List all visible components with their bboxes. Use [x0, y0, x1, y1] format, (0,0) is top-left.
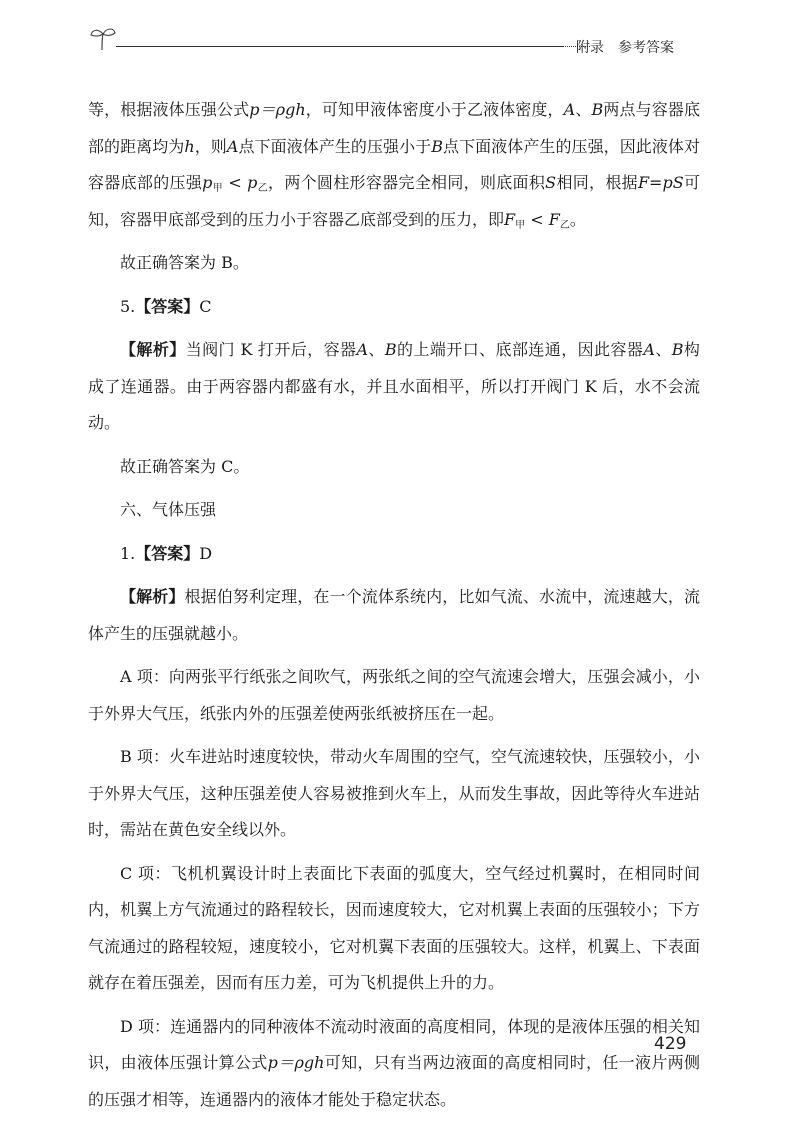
text: 可知，容器甲底部受到的压力小于容器乙底部受到的压力，即	[88, 173, 700, 229]
text: 、	[575, 100, 592, 119]
analysis-tag: 【解析】	[120, 587, 185, 606]
answer-value: D	[199, 543, 213, 563]
subscript: 甲	[212, 183, 223, 194]
text: 两点与容器底部的距离均为	[88, 100, 700, 156]
option-c: C 项：飞机机翼设计时上表面比下表面的弧度大，空气经过机翼时，在相同时间内，机翼上方气流通过的路程较长，因而速度较大，它对机翼上表面的压强较小；下方气流通过的路程较短，速度较小，它对机翼下表面的压强较大。这样，机翼上、下表面就存在着压强差，因而有压力差，可为飞机提供上升的力。	[88, 863, 700, 992]
page-body	[88, 92, 700, 1118]
var: F	[548, 209, 560, 229]
text: 根据伯努利定理，在一个流体系统内，比如气流、水流中，流速越大，流体产生的压强就越小。	[88, 587, 700, 643]
text: D 项：连通器内的同种液体不流动时液面的高度相同，体现的是液体压强的相关知识，由液体压强计算公式	[88, 1016, 700, 1072]
question-number: 1.	[120, 543, 136, 563]
text: 相同，根据	[556, 173, 638, 192]
var: B	[431, 136, 443, 156]
var: A	[563, 100, 576, 119]
text: ，两个圆柱形容器完全相同，则底面积	[268, 173, 546, 192]
text: ，则	[194, 136, 227, 156]
var: B	[591, 100, 604, 119]
text: 点下面液体产生的压强，因此液体对容器底部的压强	[88, 136, 700, 192]
question-1-answer	[88, 536, 700, 573]
header-rule	[116, 46, 562, 47]
header-section: 附录	[576, 40, 604, 56]
answer-value: C	[199, 296, 212, 316]
subscript: 乙	[559, 219, 570, 231]
subscript: 甲	[515, 219, 526, 231]
formula: p＝ρgh	[249, 100, 306, 119]
header-title	[576, 37, 674, 57]
text: 当阀门 K 打开后，容器	[185, 340, 357, 359]
answer-line-4: 故正确答案为 B。	[120, 253, 249, 272]
paragraph-liquid-pressure	[88, 92, 700, 238]
sprout-icon	[88, 24, 118, 52]
text: ，可知甲液体密度小于乙液体密度，	[305, 100, 564, 119]
var: A	[226, 136, 239, 156]
text: <	[525, 209, 549, 229]
var: S	[545, 173, 557, 192]
option-d	[88, 1009, 700, 1119]
formula: F=pS	[637, 173, 684, 192]
page-number: 429	[654, 1034, 687, 1054]
text: 可知，只有当两边液面的高度相同时，任一液片两侧的压强才相等，连通器内的液体才能处于稳定状态。	[88, 1053, 700, 1109]
formula: p＝ρgh	[267, 1053, 325, 1072]
text: 、	[654, 340, 672, 359]
var: A	[356, 340, 368, 359]
var: B	[384, 340, 397, 359]
page-header	[88, 22, 700, 62]
var: B	[671, 340, 684, 359]
question-5-answer	[88, 289, 700, 326]
subscript: 乙	[257, 183, 269, 194]
text: 点下面液体产生的压强小于	[238, 136, 432, 156]
question-number: 5.	[120, 296, 136, 316]
text: 。	[569, 209, 586, 229]
text: <	[222, 173, 248, 192]
var: F	[504, 209, 516, 229]
option-b: B 项：火车进站时速度较快，带动火车周围的空气，空气流速较快，压强较小，小于外界大气压，这种压强差使人容易被推到火车上，从而发生事故，因此等待火车进站时，需站在黄色安全线以外。	[88, 747, 700, 839]
analysis-tag: 【解析】	[120, 340, 186, 359]
option-a: A 项：向两张平行纸张之间吹气，两张纸之间的空气流速会增大，压强会减小，小于外界大气压，纸张内外的压强差使两张纸被挤压在一起。	[88, 667, 700, 723]
answer-tag: 【答案】	[135, 296, 200, 316]
section-heading-gas-pressure: 六、气体压强	[120, 500, 217, 519]
text: 等，根据液体压强公式	[88, 100, 250, 119]
text: 的上端开口、底部连通，因此容器	[396, 340, 644, 359]
var: p	[247, 173, 258, 192]
var: p	[202, 173, 213, 192]
question-1-analysis	[88, 579, 700, 652]
answer-line-5: 故正确答案为 C。	[120, 456, 250, 476]
answer-tag: 【答案】	[135, 543, 200, 563]
text: 、	[368, 340, 385, 359]
var: A	[643, 340, 655, 359]
text: 构成了连通器。由于两容器内都盛有水，并且水面相平，所以打开阀门 K 后，水不会流动。	[88, 340, 700, 432]
var: h	[184, 136, 195, 156]
question-5-analysis	[88, 332, 700, 442]
header-chapter-title: 参考答案	[618, 40, 674, 56]
